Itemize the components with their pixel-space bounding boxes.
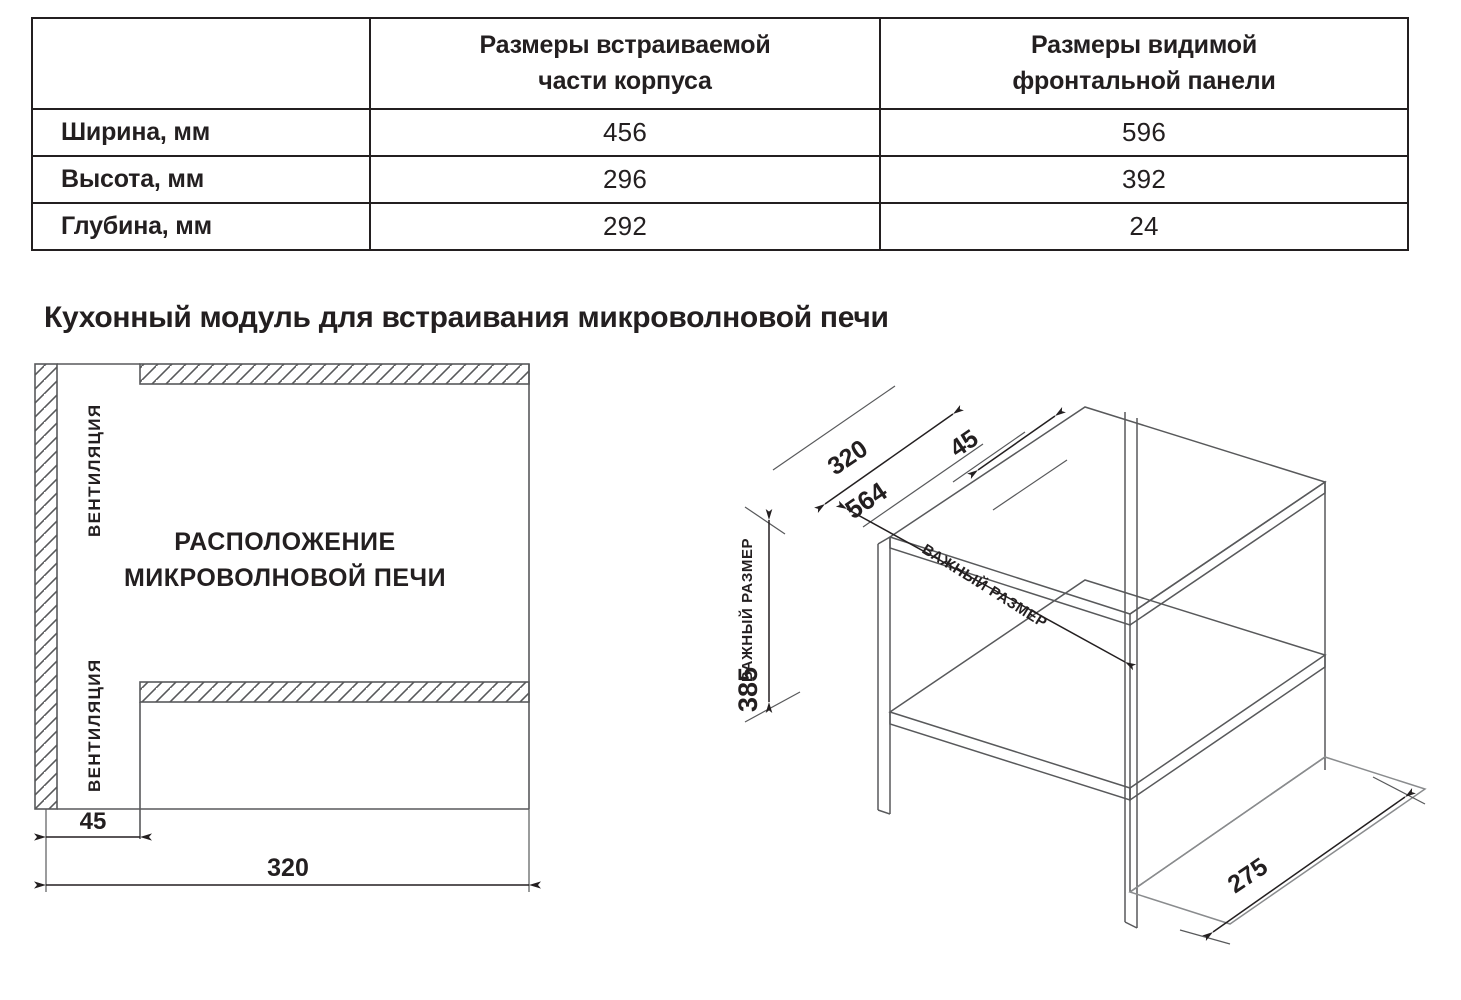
- vent-label-bottom: ВЕНТИЛЯЦИЯ: [85, 658, 104, 792]
- dim-group-275: [1180, 777, 1425, 944]
- note-564-important: ВАЖНЫЙ РАЗМЕР: [918, 540, 1051, 632]
- isometric-diagram: [725, 352, 1440, 972]
- table-row: [32, 109, 1408, 156]
- ext-line-385-top: [745, 507, 785, 534]
- bottom-shelf-front-edge: [890, 712, 1130, 800]
- plan-center-label-line2: МИКРОВОЛНОВОЙ ПЕЧИ: [123, 564, 447, 592]
- table-header-blank-cell: [32, 18, 370, 109]
- dim-label-320: 320: [822, 434, 873, 481]
- dim-label-275: 275: [1222, 852, 1273, 899]
- cell-width-front-panel: 596: [880, 109, 1408, 156]
- table-header-row: [32, 18, 1408, 109]
- cell-width-built-in: 456: [370, 109, 880, 156]
- table-header-front-panel: [880, 18, 1408, 109]
- table-header-built-in: [370, 18, 880, 109]
- table-row: [32, 203, 1408, 250]
- wall-hatch-left: [35, 364, 57, 809]
- left-panel-top-cap: [878, 537, 890, 544]
- cell-depth-built-in: 292: [370, 203, 880, 250]
- note-385-important: ВАЖНЫЙ РАЗМЕР: [739, 537, 756, 682]
- dim-label-320: 320: [267, 854, 309, 882]
- plan-view-diagram: [30, 352, 570, 912]
- row-label-depth: Глубина, мм: [32, 203, 370, 250]
- vent-label-top: ВЕНТИЛЯЦИЯ: [85, 403, 104, 537]
- bottom-shelf-face: [890, 580, 1325, 788]
- cabinet-body: [878, 407, 1425, 928]
- table-row: [32, 156, 1408, 203]
- dim-label-45: 45: [79, 808, 107, 835]
- plan-center-label-line1: РАСПОЛОЖЕНИЕ: [174, 528, 396, 556]
- cell-depth-front-panel: 24: [880, 203, 1408, 250]
- header-line-2: части корпуса: [538, 66, 712, 95]
- row-label-width: Ширина, мм: [32, 109, 370, 156]
- dimensions-table: [31, 17, 1409, 251]
- cell-height-front-panel: 392: [880, 156, 1408, 203]
- dim-line-45: [978, 416, 1055, 470]
- left-panel-bottom-cap: [878, 810, 890, 814]
- floor-slab: [1130, 757, 1425, 924]
- dim-group-45: [945, 416, 1067, 510]
- dim-group-385: [733, 507, 800, 722]
- vent-band-bottom: [140, 682, 529, 702]
- cell-height-built-in: 296: [370, 156, 880, 203]
- row-label-height: Высота, мм: [32, 156, 370, 203]
- ext-line-275-a: [1180, 930, 1230, 944]
- vent-band-top: [140, 364, 529, 384]
- header-line-2: фронтальной панели: [1012, 66, 1276, 95]
- ext-line-45-b: [993, 460, 1067, 510]
- dim-label-385: 385: [733, 666, 763, 712]
- header-line-1: Размеры видимой: [1030, 31, 1258, 59]
- bottom-shelf-right-edge: [1130, 655, 1325, 800]
- dim-label-45: 45: [944, 424, 984, 463]
- front-post-bottom-cap: [1125, 922, 1137, 928]
- section-heading: Кухонный модуль для встраивания микроволновой печи: [44, 301, 889, 334]
- dim-label-564: 564: [839, 475, 893, 525]
- drawings-container: [0, 352, 1461, 1000]
- header-line-1: Размеры встраиваемой: [479, 31, 771, 59]
